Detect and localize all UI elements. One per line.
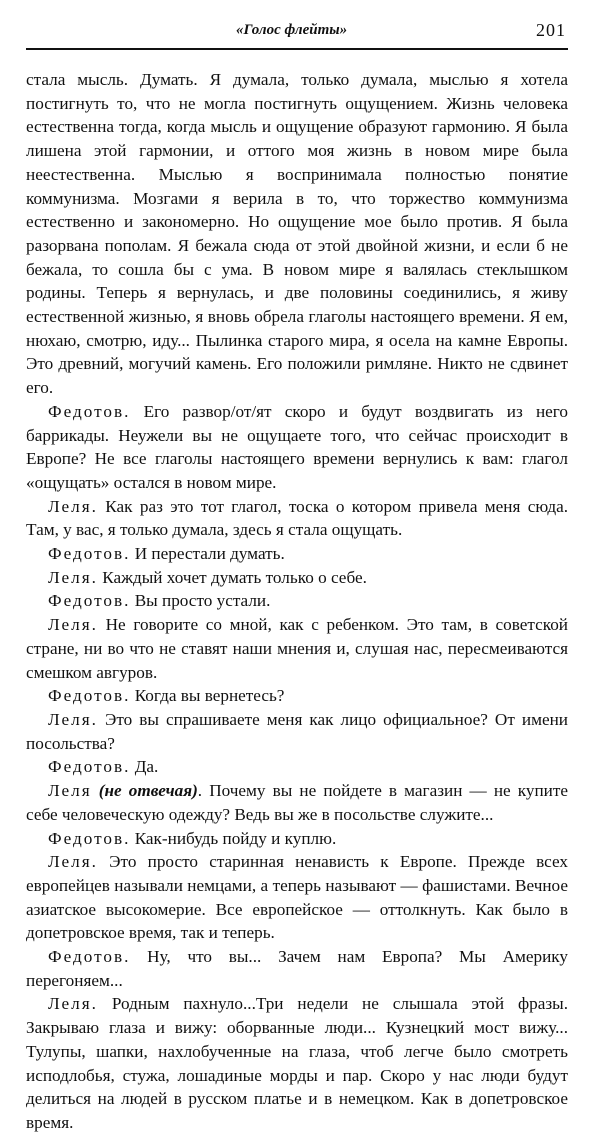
body-text (26, 68, 568, 1135)
line-text: Да. (130, 757, 159, 777)
line-text: . Почему вы не пойдете в магазин — не купите себе человеческую одежду? Ведь вы же в посольстве служите... (26, 781, 568, 824)
speaker-name: Федотов. (48, 757, 131, 777)
paragraph (26, 68, 568, 400)
speaker-name: Федотов. (48, 544, 131, 564)
line-text: Это вы спрашиваете меня как лицо официальное? От имени посольства? (26, 709, 568, 753)
line-text: Ну, что вы... Зачем нам Европа? Мы Америку перегоняем... (26, 947, 568, 990)
dialogue-line (26, 613, 568, 684)
speaker-name: Федотов. (48, 591, 131, 611)
speaker-name: Леля. (48, 615, 98, 635)
line-text: Не говорите со мной, как с ребенком. Это там, в советской стране, ни во что не ставят наши мнения и, слушая нас, пересмеиваются смешком авгуров. (26, 615, 568, 682)
speaker-name: Федотов. (48, 828, 131, 848)
speaker-name: Леля (48, 781, 92, 801)
dialogue-line (26, 589, 568, 613)
paragraph-text: стала мысль. Думать. Я думала, только думала, мыслью я хотела постигнуть то, что не могла постигнуть ощущением. Жизнь человека естественна тогда, когда мысль и ощущение образуют гармонию. Я была лишена этой гармонии, и оттого моя жизнь в новом мире была неестественна. Мыслью я воспринимала полностью понятие коммунизма. Мозгами я верила в то, что торжество коммунизма естественно и закономерно. Но ощущение мое было против. Я была разорвана пополам. Я бежала сюда от этой двойной жизни, и если б не бежала, то сошла бы с ума. В новом мире я валялась стеклышком родины. Теперь я вернулась, и две половины соединились, я живу естественной жизнью, я вновь обрела глаголы настоящего времени. Я ем, нюхаю, смотрю, иду... Пылинка старого мира, я осела на камне Европы. Это древний, могучий камень. Его положили римляне. Никто не сдвинет его. (26, 70, 568, 398)
running-header (26, 20, 568, 50)
line-text: Как раз это тот глагол, тоска о котором привела меня сюда. Там, у вас, я только думала, здесь я стала ощущать. (26, 496, 568, 540)
speaker-name: Федотов. (48, 401, 131, 421)
line-text: Как-нибудь пойду и куплю. (130, 828, 337, 848)
book-page (26, 20, 568, 1135)
page-number: 201 (536, 20, 566, 40)
dialogue-line (26, 945, 568, 992)
speaker-name: Леля. (48, 496, 98, 516)
dialogue-line (26, 400, 568, 495)
dialogue-line (26, 684, 568, 708)
line-text: Каждый хочет думать только о себе. (97, 567, 367, 587)
dialogue-line (26, 755, 568, 779)
dialogue-line (26, 495, 568, 542)
line-text: Вы просто устали. (130, 591, 271, 611)
speaker-name: Федотов. (48, 947, 131, 967)
running-title: «Голос флейты» (236, 22, 348, 38)
line-text: Это просто старинная ненависть к Европе. Прежде всех европейцев называли немцами, а теперь называют — фашистами. Вечное азиатское высокомерие. Все европейское — оттолкнуть. Как было в допетровское время, так и теперь. (26, 852, 568, 943)
line-text: Родным пахнуло...Три недели не слышала этой фразы. Закрываю глаза и вижу: оборванные люди... Кузнецкий мост вижу... Тулупы, шапки, нахлобученные на глаза, чтоб легче было смотреть исподлобья, стужа, лошадиные морды и пар. Скоро у нас люди будут делиться на людей в русском платье и в немецком. Как в допетровское время. (26, 994, 568, 1132)
dialogue-line (26, 779, 568, 826)
dialogue-line (26, 827, 568, 851)
stage-direction: (не отвечая) (98, 781, 198, 801)
dialogue-line (26, 708, 568, 755)
speaker-name: Леля. (48, 567, 98, 587)
dialogue-line (26, 992, 568, 1134)
line-text: Его развор/от/ят скоро и будут воздвигать из него баррикады. Неужели вы не ощущаете того, что сейчас происходит в Европе? Не все глаголы настоящего времени вернулись к вам: глагол «ощущать» остался в новом мире. (26, 401, 568, 492)
line-text: И перестали думать. (130, 544, 285, 564)
speaker-name: Леля. (48, 709, 98, 729)
dialogue-line (26, 542, 568, 566)
dialogue-line (26, 850, 568, 945)
speaker-name: Леля. (48, 852, 98, 872)
speaker-name: Леля. (48, 994, 98, 1014)
line-text: Когда вы вернетесь? (130, 686, 285, 706)
dialogue-line (26, 566, 568, 590)
speaker-name: Федотов. (48, 686, 131, 706)
